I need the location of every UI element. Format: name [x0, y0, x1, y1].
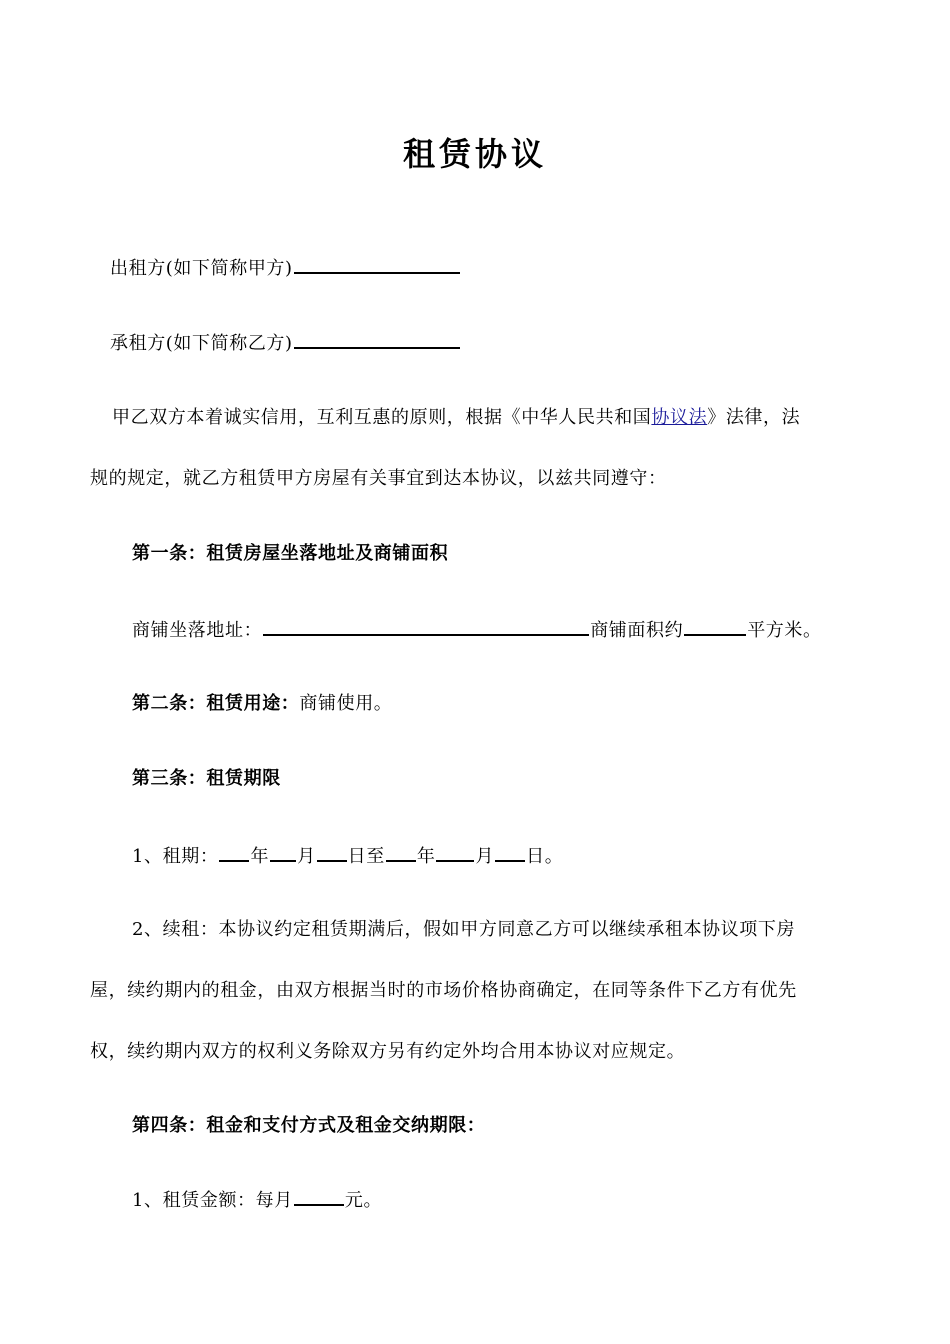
intro-text-2: 》法律，法 [707, 407, 801, 428]
day-to-label: 日至 [347, 846, 385, 867]
article1-address-line [132, 617, 822, 643]
renewal-line-3: 权，续约期内双方的权利义务除双方另有约定外均合用本协议对应规定。 [90, 1041, 686, 1062]
lessor-line [110, 255, 461, 281]
renewal-line-1: 2、续租：本协议约定租赁期满后，假如甲方同意乙方可以继续承租本协议项下房 [132, 919, 796, 940]
intro-line-1 [112, 406, 800, 430]
article2-line [132, 692, 392, 716]
area-unit: 平方米。 [747, 620, 822, 641]
term-end: 日。 [526, 846, 564, 867]
start-year-blank[interactable] [219, 843, 249, 862]
lessee-line [110, 330, 461, 356]
start-month-blank[interactable] [270, 843, 296, 862]
area-label: 商铺面积约 [590, 620, 684, 641]
article4-heading: 第四条：租金和支付方式及租金交纳期限： [132, 1115, 486, 1136]
area-blank[interactable] [684, 617, 746, 636]
lessor-label: 出租方(如下简称甲方) [110, 258, 293, 279]
article1-heading: 第一条：租赁房屋坐落地址及商铺面积 [132, 543, 449, 564]
term-line [132, 843, 563, 869]
rent-amount-blank[interactable] [294, 1187, 344, 1206]
intro-line-2: 规的规定，就乙方租赁甲方房屋有关事宜到达本协议，以兹共同遵守： [90, 468, 667, 489]
intro-text-1: 甲乙双方本着诚实信用，互利互惠的原则，根据《中华人民共和国 [112, 407, 652, 428]
term-prefix: 1、租期： [132, 846, 219, 867]
article2-heading: 第二条：租赁用途： [132, 693, 300, 714]
lessee-label: 承租方(如下简称乙方) [110, 333, 293, 354]
lessee-blank[interactable] [294, 330, 460, 349]
article2-text: 商铺使用。 [299, 693, 393, 714]
end-month-blank[interactable] [436, 843, 474, 862]
renewal-line-2: 屋，续约期内的租金，由双方根据当时的市场价格协商确定，在同等条件下乙方有优先 [90, 980, 797, 1001]
document-title: 租赁协议 [402, 135, 547, 173]
end-month-label: 月 [475, 846, 495, 867]
end-year-label: 年 [416, 846, 436, 867]
start-year-label: 年 [250, 846, 270, 867]
end-year-blank[interactable] [386, 843, 416, 862]
end-day-blank[interactable] [495, 843, 525, 862]
contract-law-link[interactable]: 协议法 [651, 407, 708, 428]
lessor-blank[interactable] [294, 255, 460, 274]
rent-amount-prefix: 1、租赁金额：每月 [132, 1190, 293, 1211]
rent-amount-suffix: 元。 [344, 1190, 383, 1211]
rent-amount-line [132, 1187, 382, 1213]
article3-heading: 第三条：租赁期限 [132, 768, 281, 789]
start-day-blank[interactable] [317, 843, 347, 862]
start-month-label: 月 [297, 846, 316, 867]
address-label: 商铺坐落地址： [132, 620, 263, 641]
address-blank[interactable] [263, 617, 589, 636]
